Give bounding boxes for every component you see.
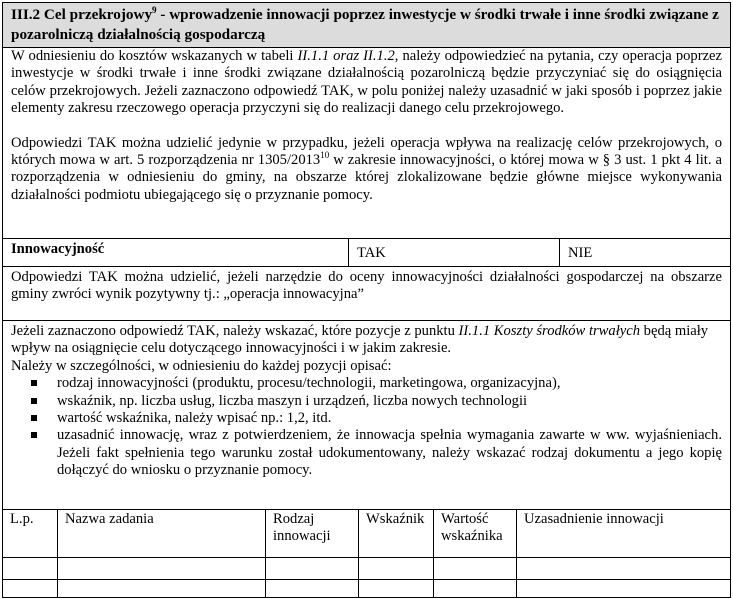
- table-cell-task-name[interactable]: [58, 558, 266, 579]
- column-header-task-name: Nazwa zadania: [58, 510, 266, 557]
- footnote-ref-9: 9: [152, 4, 157, 15]
- intro-paragraph-2: Odpowiedzi TAK można udzielić jedynie w przypadku, jeżeli operacja wpływa na realizację celów przekrojowych, o których mowa w art. 5 rozporządzenia nr 1305/2013$^{10}$ w zakresie innowacyjności, o której mowa w § 3 ust. 1 pkt 4 lit. a rozporządzenia w odniesieniu do gminy, na obszarze której zlokalizowane będzie główne miejsce wykonywania działalności podmiotu ubiegającego się o przyznanie pomocy.: [11, 134, 723, 203]
- instructions-line-1: Jeżeli zaznaczono odpowiedź TAK, należy wskazać, które pozycje z punktu II.1.1 Koszty środków trwałych będą miały wpływ na osiągnięcie celu dotyczącego innowacyjności i w jakim zakresie.: [11, 323, 709, 357]
- table-cell-innovation-type[interactable]: [266, 558, 359, 579]
- list-item: rodzaj innowacyjności (produktu, procesu/technologii, marketingowa, organizacyjna),: [27, 375, 722, 392]
- table-row: [3, 558, 731, 580]
- table-cell-indicator-value[interactable]: [434, 580, 517, 597]
- table-cell-justification[interactable]: [517, 580, 730, 597]
- bullet-square-icon: [31, 432, 37, 438]
- list-item: wskaźnik, np. liczba usług, liczba maszyn i urządzeń, liczba nowych technologii: [27, 393, 722, 410]
- answer-no-cell[interactable]: NIE: [568, 245, 593, 261]
- table-row: [3, 580, 731, 598]
- intro-paragraph-1: W odniesieniu do kosztów wskazanych w tabeli II.1.1 oraz II.1.2, należy odpowiedzieć na pytania, czy operacja poprzez inwestycje w środki trwałe i inne środki związane działalnością pozarolniczą będzie przyczyniać się do osiągnięcia celów przekrojowych. Jeżeli zaznaczono odpowiedź TAK, w polu poniżej należy uzasadnić w jaki sposób i poprzez jakie elementy zakresu rzeczowego operacja przyczyni się do realizacji danego celu przekrojowego.: [11, 48, 723, 117]
- footnote-ref-10: 10: [320, 150, 330, 161]
- table-cell-indicator[interactable]: [359, 558, 434, 579]
- table-cell-indicator[interactable]: [359, 580, 434, 597]
- table-cell-task-name[interactable]: [58, 580, 266, 597]
- innovation-answer-row: [3, 239, 731, 267]
- intro-text: [3, 48, 731, 239]
- innovation-label: Innowacyjność: [3, 239, 349, 266]
- instructions-block: [3, 321, 731, 510]
- column-header-indicator-value: Wartość wskaźnika: [434, 510, 517, 557]
- table-header-row: [3, 510, 731, 558]
- answer-yes-cell[interactable]: TAK: [349, 239, 560, 266]
- column-header-lp: L.p.: [3, 510, 58, 557]
- column-header-justification: Uzasadnienie innowacji: [524, 511, 664, 527]
- bullet-square-icon: [31, 415, 37, 421]
- table-cell-lp[interactable]: [3, 580, 58, 597]
- table-cell-innovation-type[interactable]: [266, 580, 359, 597]
- table-cell-justification[interactable]: [517, 558, 730, 579]
- instructions-list: [11, 375, 722, 479]
- column-header-innovation-type: Rodzaj innowacji: [266, 510, 359, 557]
- list-item: wartość wskaźnika, należy wpisać np.: 1,2, itd.: [27, 410, 722, 427]
- section-title: III.2 Cel przekrojowy: [11, 6, 153, 23]
- note-text: Odpowiedzi TAK można udzielić, jeżeli narzędzie do oceny innowacyjności działalności gospodarczej na obszarze gminy zwróci wynik pozytywny tj.: „operacja innowacyjna”: [3, 267, 731, 321]
- section-header: [3, 3, 731, 48]
- table-cell-indicator-value[interactable]: [434, 558, 517, 579]
- bullet-square-icon: [31, 398, 37, 404]
- cost-reference: II.1.1 Koszty środków trwałych: [458, 323, 641, 339]
- table-cell-lp[interactable]: [3, 558, 58, 579]
- innovation-form: [2, 2, 731, 598]
- section-title-rest: - wprowadzenie innowacji poprzez inwestycje w środki trwałe i inne środki związane z pozarolniczą działalnością gospodarczą: [11, 6, 719, 43]
- column-header-indicator: Wskaźnik: [359, 510, 434, 557]
- bullet-square-icon: [31, 380, 37, 386]
- list-item: uzasadnić innowację, wraz z potwierdzeniem, że innowacja spełnia wymagania zawarte w ww. wyjaśnieniach. Jeżeli fakt spełnienia tego warunku został udokumentowany, należy wskazać rodzaj dokumentu a jego kopię dołączyć do wniosku o przyznanie pomocy.: [27, 427, 722, 479]
- instructions-line-2: Należy w szczególności, w odniesieniu do każdej pozycji opisać:: [11, 357, 392, 374]
- table-reference: II.1.1 oraz II.1.2: [297, 48, 395, 64]
